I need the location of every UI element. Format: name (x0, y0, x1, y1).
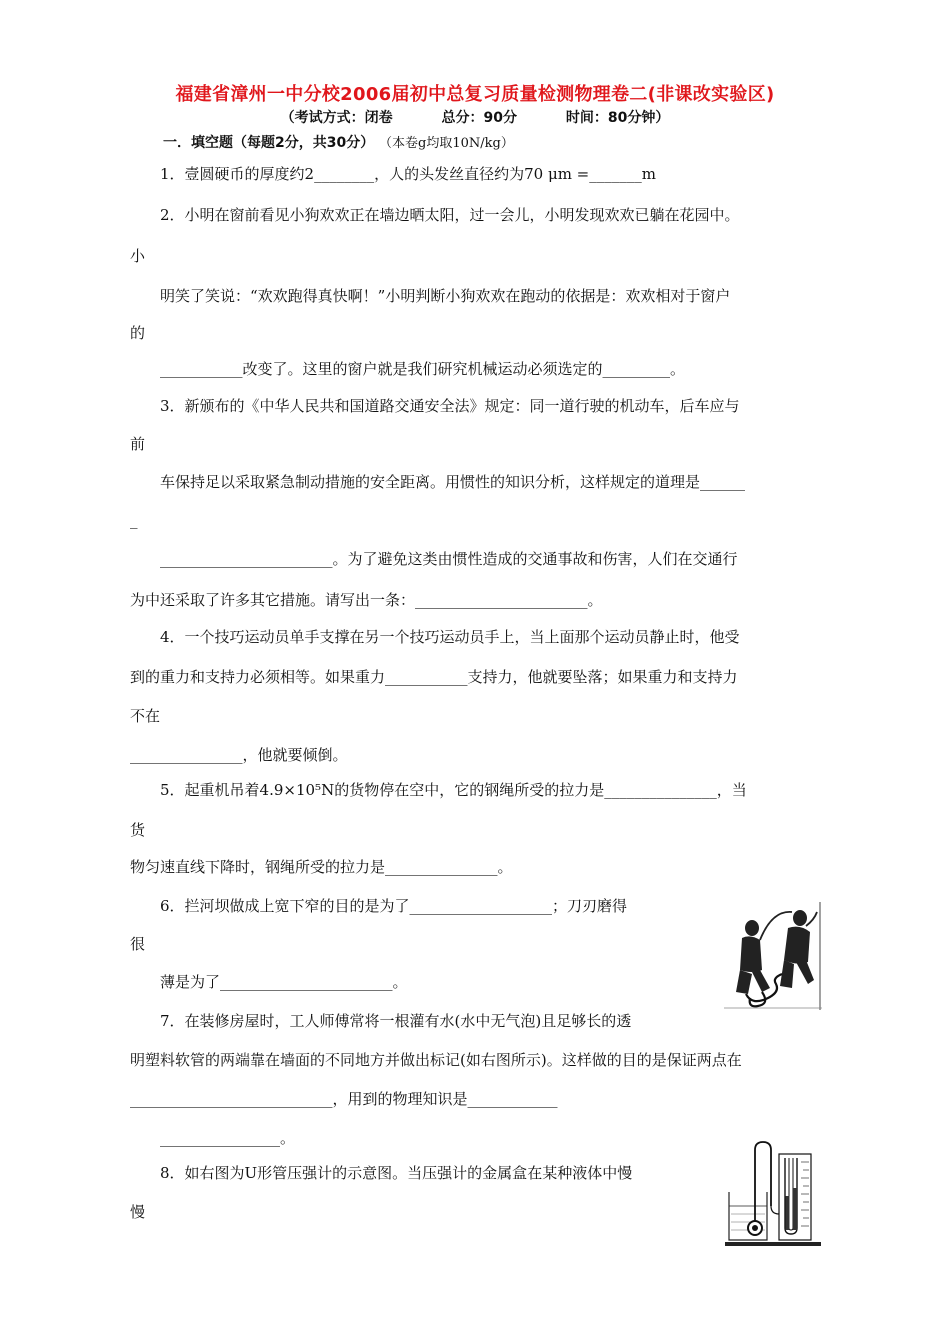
question-line: _______________，他就要倾倒。 (130, 746, 348, 764)
exam-mode: （考试方式：闭卷 (280, 110, 393, 126)
question-line: _______________________。为了避免这类由惯性造成的交通事故和伤害，人们在交通行 (160, 550, 738, 568)
total-score: 总分：90分 (441, 110, 517, 126)
question-line: 的 (130, 324, 146, 342)
question-line: 货 (130, 821, 146, 839)
question-line: 明塑料软管的两端靠在墙面的不同地方并做出标记(如右图所示)。这样做的目的是保证两点在 (130, 1051, 742, 1069)
section-title: 一．填空题（每题2分，共30分） (163, 135, 375, 151)
exam-title: 福建省漳州一中分校2006届初中总复习质量检测物理卷二(非课改实验区) (175, 84, 775, 105)
workers-hose-figure (722, 900, 824, 1012)
question-line: 6．拦河坝做成上宽下窄的目的是为了___________________；刀刃磨得 (160, 897, 628, 915)
question-line: 2．小明在窗前看见小狗欢欢正在墙边晒太阳，过一会儿，小明发现欢欢已躺在花园中。 (160, 206, 740, 224)
question-line: 薄是为了_______________________。 (160, 973, 408, 991)
question-line: 明笑了笑说：“欢欢跑得真快啊！”小明判断小狗欢欢在跑动的依据是：欢欢相对于窗户 (160, 287, 731, 305)
question-line: 8．如右图为U形管压强计的示意图。当压强计的金属盒在某种液体中慢 (160, 1164, 633, 1182)
question-line: 到的重力和支持力必须相等。如果重力___________支持力，他就要坠落；如果重力和支持力 (130, 668, 738, 686)
question-line: 不在 (130, 707, 161, 725)
question-line: 7．在装修房屋时，工人师傅常将一根灌有水(水中无气泡)且足够长的透 (160, 1012, 632, 1030)
question-line: 前 (130, 435, 146, 453)
section-heading (163, 132, 514, 154)
question-line: 物匀速直线下降时，钢绳所受的拉力是_______________。 (130, 858, 513, 876)
question-line: 小 (130, 247, 146, 265)
exam-info (0, 107, 950, 127)
exam-time: 时间：80分钟） (565, 110, 670, 126)
question-line: ________________。 (160, 1129, 296, 1147)
question-line: 5．起重机吊着4.9×10⁵N的货物停在空中，它的钢绳所受的拉力是_______________，当 (160, 781, 747, 799)
question-line: ___________________________，用到的物理知识是____________ (130, 1090, 558, 1108)
question-line: 很 (130, 935, 146, 953)
question-line: 1．壹圆硬币的厚度约2________，人的头发丝直径约为70 μm =_______m (160, 165, 656, 183)
question-line: 车保持足以采取紧急制动措施的安全距离。用惯性的知识分析，这样规定的道理是______ (160, 473, 746, 491)
question-line: ___________改变了。这里的窗户就是我们研究机械运动必须选定的_________。 (160, 360, 686, 378)
question-line: 慢 (130, 1203, 146, 1221)
question-line: _ (130, 511, 138, 529)
section-note: （本卷g均取10N/kg） (379, 136, 514, 151)
question-line: 为中还采取了许多其它措施。请写出一条：_______________________。 (130, 591, 603, 609)
u-tube-manometer-figure (723, 1136, 823, 1248)
question-line: 3．新颁布的《中华人民共和国道路交通安全法》规定：同一道行驶的机动车，后车应与 (160, 397, 740, 415)
question-line: 4．一个技巧运动员单手支撑在另一个技巧运动员手上，当上面那个运动员静止时，他受 (160, 628, 740, 646)
